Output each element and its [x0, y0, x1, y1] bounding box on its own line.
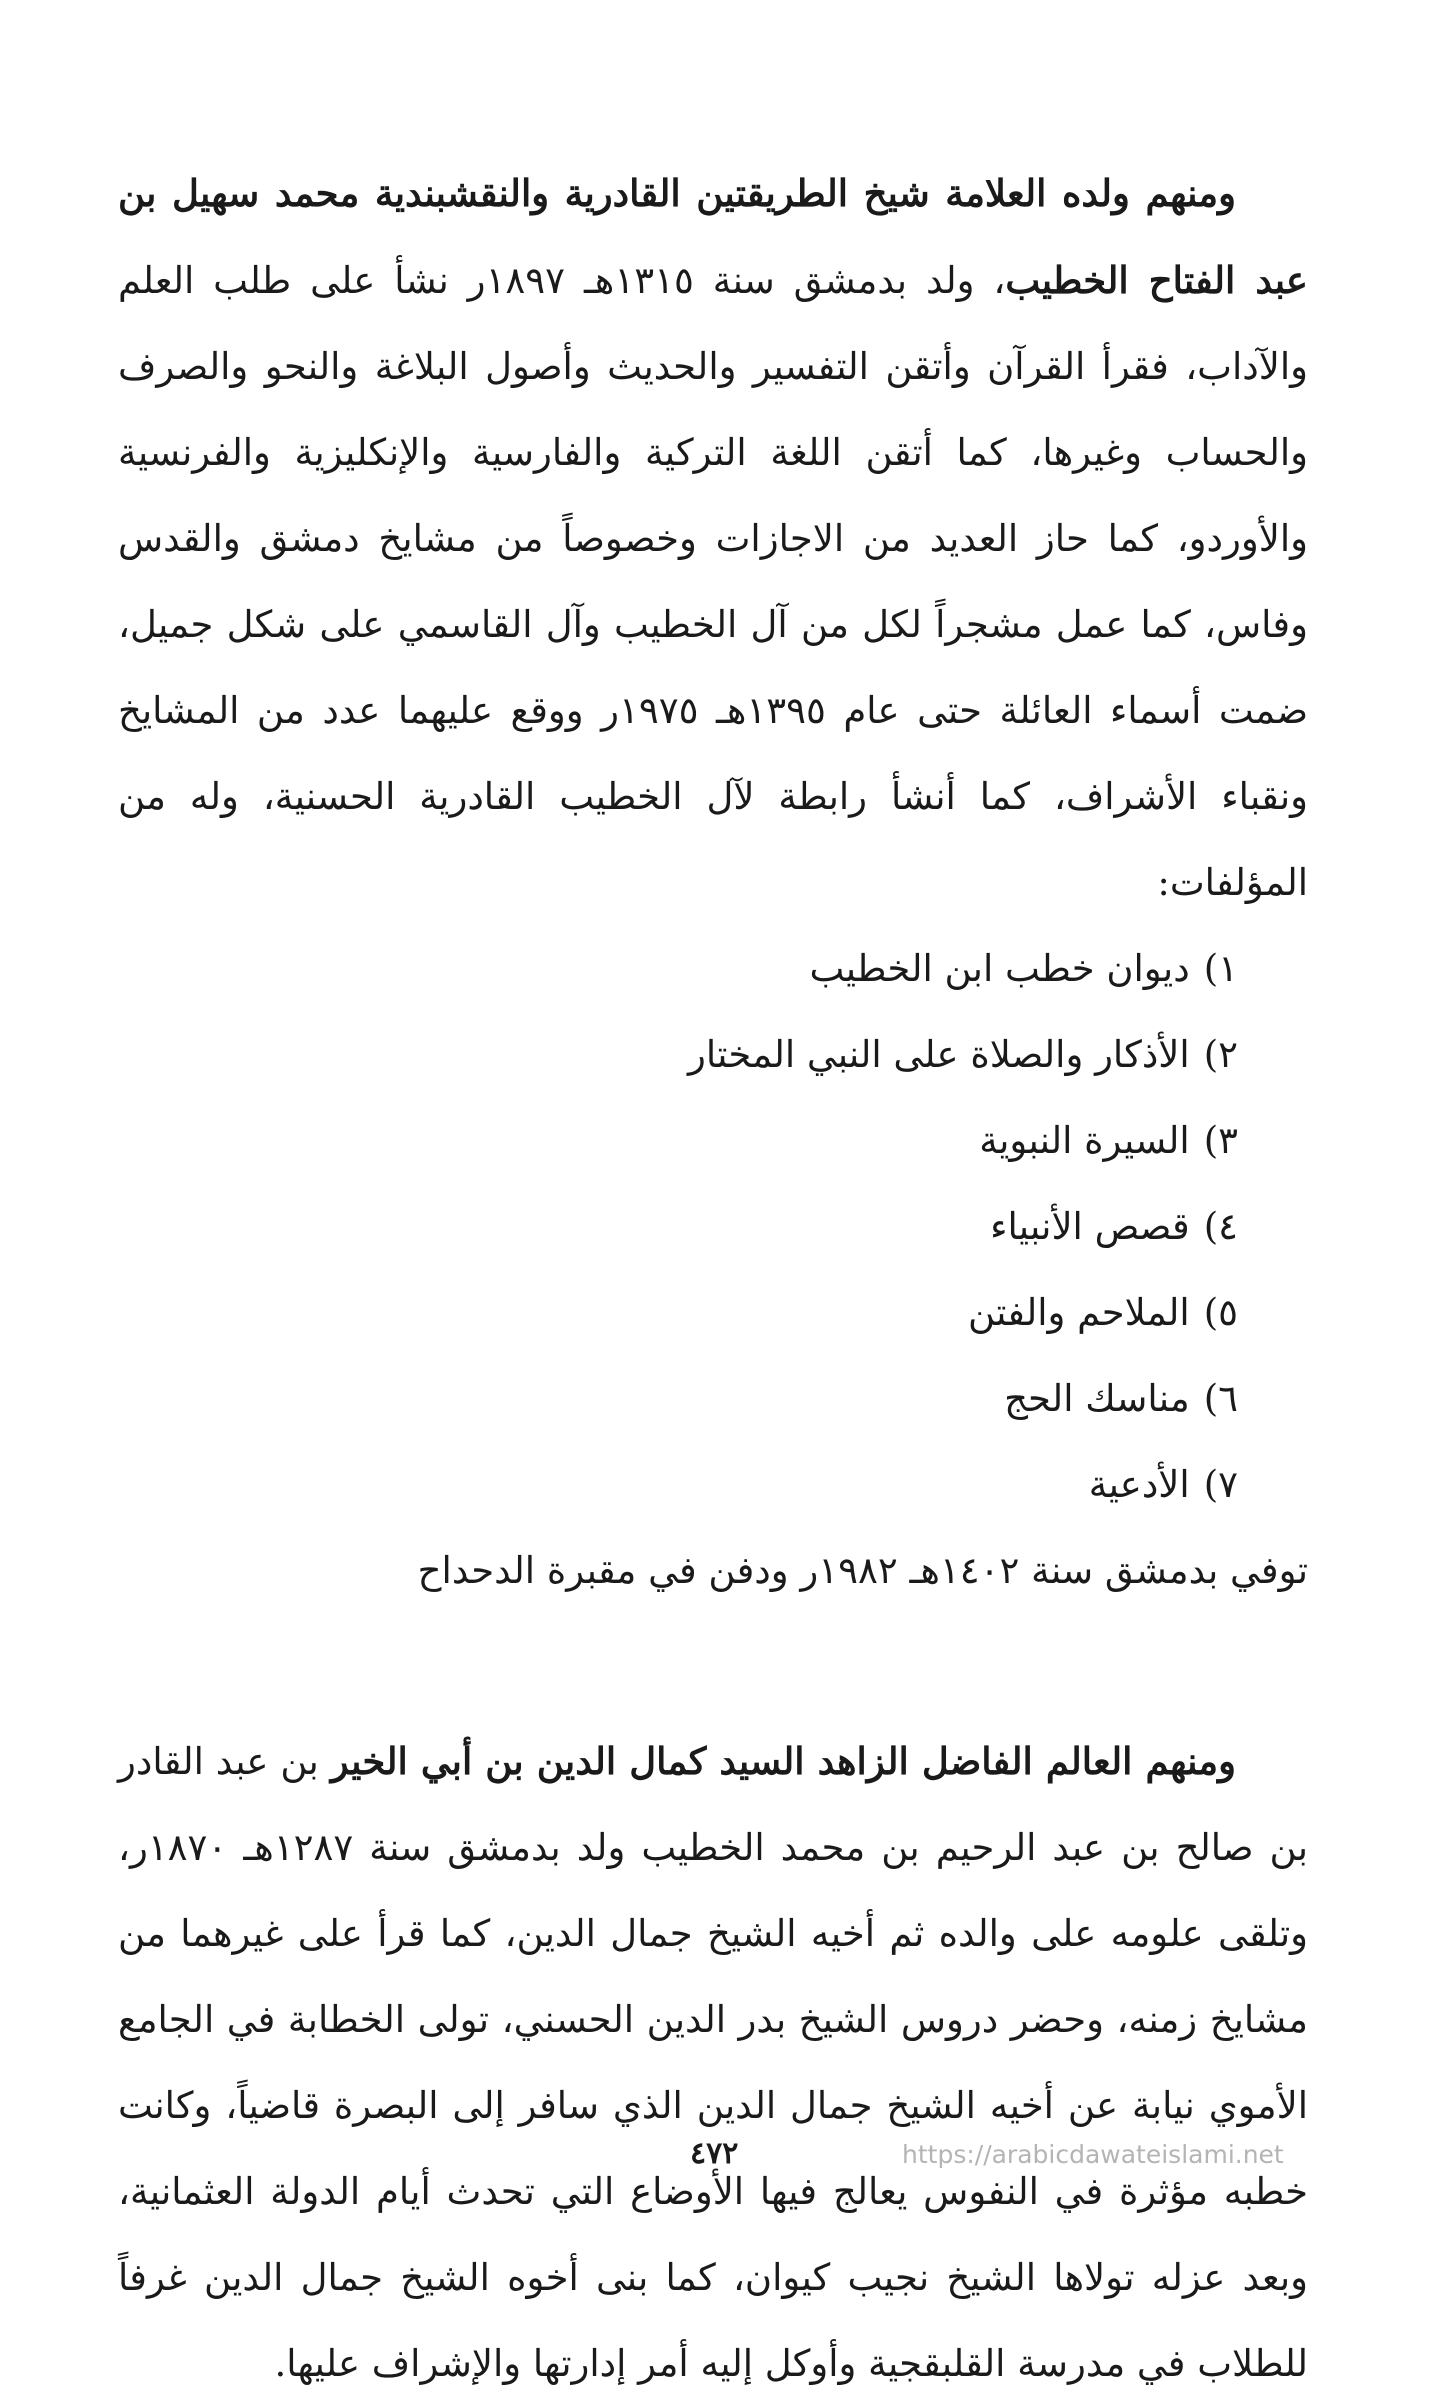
- list-item: [118, 1184, 1238, 1270]
- list-item-title: الملاحم والفتن: [967, 1291, 1190, 1334]
- death-note: توفي بدمشق سنة ١٤٠٢هـ ١٩٨٢ر ودفن في مقبرة الدحداح: [417, 1549, 1308, 1592]
- page-number: ٤٧٢: [690, 2136, 739, 2171]
- list-item-number: ٤): [1203, 1205, 1238, 1248]
- list-item: [118, 1012, 1238, 1098]
- biography-paragraph-1: [118, 150, 1308, 926]
- biography-2-body: بن عبد القادر بن صالح بن عبد الرحيم بن محمد الخطيب ولد بدمشق سنة ١٢٨٧هـ ١٨٧٠ر، وتلقى علومه على والده ثم أخيه الشيخ جمال الدين، كما قرأ على غيرهما من مشايخ زمنه، وحضر دروس الشيخ بدر الدين الحسني، تولى الخطابة في الجامع الأموي نيابة عن أخيه الشيخ جمال الدين الذي سافر إلى البصرة قاضياً، وكانت خطبه مؤثرة في النفوس يعالج فيها الأوضاع التي تحدث أيام الدولة العثمانية، وبعد عزله تولاها الشيخ نجيب كيوان، كما بنى أخوه الشيخ جمال الدين غرفاً للطلاب في مدرسة القلبقجية وأوكل إليه أمر إدارتها والإشراف عليها.: [118, 1740, 1308, 2385]
- list-item-title: ديوان خطب ابن الخطيب: [809, 947, 1190, 990]
- section-spacer: [118, 1614, 1308, 1718]
- list-item-number: ٣): [1203, 1119, 1238, 1162]
- works-list: [118, 926, 1308, 1528]
- list-item-title: مناسك الحج: [1004, 1377, 1190, 1420]
- list-item-title: الأدعية: [1088, 1463, 1190, 1506]
- page-content: [118, 150, 1308, 2407]
- list-item: [118, 1270, 1238, 1356]
- list-item-number: ٢): [1203, 1033, 1238, 1076]
- biography-2-lead: ومنهم العالم الفاضل الزاهد السيد كمال الدين بن أبي الخير: [330, 1739, 1236, 1783]
- list-item-number: ١): [1203, 947, 1238, 990]
- list-item-number: ٧): [1203, 1463, 1238, 1506]
- biography-paragraph-2: [118, 1718, 1308, 2407]
- list-item-number: ٥): [1203, 1291, 1238, 1334]
- list-item: [118, 926, 1238, 1012]
- list-item-title: السيرة النبوية: [979, 1119, 1190, 1162]
- list-item: [118, 1098, 1238, 1184]
- list-item-title: الأذكار والصلاة على النبي المختار: [688, 1033, 1190, 1076]
- list-item: [118, 1356, 1238, 1442]
- watermark-url: https://arabicdawateislami.net: [902, 2140, 1284, 2169]
- list-item: [118, 1442, 1238, 1528]
- biography-1-body: ، ولد بدمشق سنة ١٣١٥هـ ١٨٩٧ر نشأ على طلب العلم والآداب، فقرأ القرآن وأتقن التفسير والحديث وأصول البلاغة والنحو والصرف والحساب وغيرها، كما أتقن اللغة التركية والفارسية والإنكليزية والفرنسية والأوردو، كما حاز العديد من الاجازات وخصوصاً من مشايخ دمشق والقدس وفاس، كما عمل مشجراً لكل من آل الخطيب وآل القاسمي على شكل جميل، ضمت أسماء العائلة حتى عام ١٣٩٥هـ ١٩٧٥ر ووقع عليهما عدد من المشايخ ونقباء الأشراف، كما أنشأ رابطة لآل الخطيب القادرية الحسنية، وله من المؤلفات:: [118, 259, 1308, 904]
- list-item-title: قصص الأنبياء: [990, 1205, 1190, 1248]
- page-footer: [0, 2136, 1454, 2180]
- list-item-number: ٦): [1203, 1377, 1238, 1420]
- biography-1-lead: ومنهم ولده العلامة شيخ الطريقتين القادرية والنقشبندية محمد سهيل بن عبد الفتاح الخطيب: [118, 171, 1308, 302]
